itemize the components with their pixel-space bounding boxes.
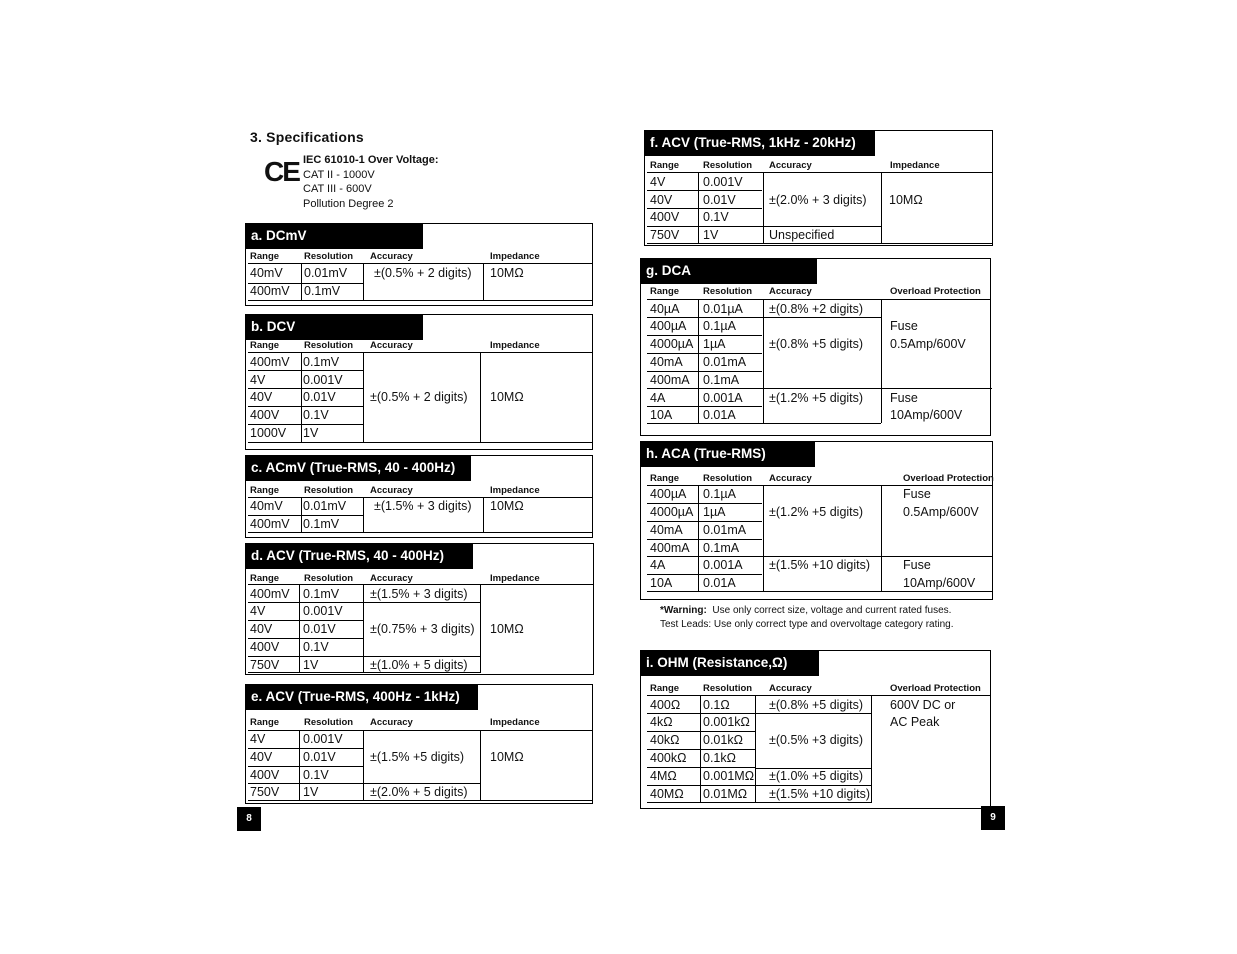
col-resolution: Resolution — [703, 286, 753, 297]
col-accuracy: Accuracy — [370, 251, 413, 262]
cell-resolution: 0.01MΩ — [703, 787, 748, 801]
cell-resolution: 1V — [303, 785, 319, 799]
cell-resolution: 1V — [303, 658, 319, 672]
cell-impedance: 10MΩ — [490, 266, 524, 280]
cell-resolution: 0.1mA — [703, 373, 740, 387]
iec-line: CAT III - 600V — [303, 183, 372, 195]
cell-impedance: 10MΩ — [490, 750, 524, 764]
cell-resolution: 0.001A — [703, 558, 743, 572]
cell-range: 1000V — [250, 426, 287, 440]
cell-accuracy: ±(0.5% + 2 digits) — [370, 390, 468, 404]
col-range: Range — [650, 286, 680, 297]
col-overload: Overload Protection — [903, 473, 994, 484]
table-title: d. ACV (True-RMS, 40 - 400Hz) — [245, 543, 473, 569]
table-title: c. ACmV (True-RMS, 40 - 400Hz) — [245, 455, 471, 481]
cell-resolution: 0.01mV — [303, 499, 347, 513]
cell-range: 4000µA — [650, 337, 694, 351]
col-resolution: Resolution — [304, 573, 354, 584]
cell-resolution: 1V — [703, 228, 719, 242]
cell-accuracy: ±(0.8% +5 digits) — [769, 698, 864, 712]
cell-range: 40mV — [250, 266, 283, 280]
cell-range: 40mA — [650, 355, 683, 369]
cell-resolution: 1µA — [703, 505, 726, 519]
cell-range: 400V — [650, 210, 680, 224]
cell-accuracy: ±(0.5% +3 digits) — [769, 733, 864, 747]
cell-range: 40MΩ — [650, 787, 684, 801]
table-dcmv — [245, 223, 593, 306]
cell-resolution: 0.1V — [303, 640, 329, 654]
cell-range: 400mV — [250, 284, 290, 298]
cell-range: 10A — [650, 408, 673, 422]
col-accuracy: Accuracy — [769, 160, 812, 171]
cell-range: 40mA — [650, 523, 683, 537]
cell-resolution: 0.01V — [703, 193, 736, 207]
cell-accuracy: ±(1.5% + 3 digits) — [374, 499, 472, 513]
cell-range: 750V — [650, 228, 680, 242]
table-acv-400hz-1khz — [245, 684, 593, 804]
cell-range: 40µA — [650, 302, 680, 316]
cell-protection: 0.5Amp/600V — [903, 505, 979, 519]
col-impedance: Impedance — [490, 485, 540, 496]
ce-mark-logo: CE — [264, 156, 299, 187]
cell-resolution: 0.01µA — [703, 302, 743, 316]
cell-resolution: 1V — [303, 426, 319, 440]
cell-range: 4V — [250, 373, 266, 387]
cell-range: 750V — [250, 785, 280, 799]
cell-accuracy: ±(0.75% + 3 digits) — [370, 622, 475, 636]
cell-range: 400µA — [650, 319, 687, 333]
table-aca — [640, 441, 993, 600]
cell-range: 4kΩ — [650, 715, 673, 729]
cell-accuracy: ±(2.0% + 3 digits) — [769, 193, 867, 207]
cell-resolution: 0.01A — [703, 576, 736, 590]
cell-range: 4A — [650, 391, 666, 405]
cell-resolution: 0.01mA — [703, 523, 747, 537]
cell-accuracy: ±(1.2% +5 digits) — [769, 505, 864, 519]
cell-resolution: 1µA — [703, 337, 726, 351]
section-heading: 3. Specifications — [250, 129, 364, 145]
cell-resolution: 0.1mV — [303, 587, 340, 601]
iec-rating-block — [303, 153, 439, 211]
cell-range: 40kΩ — [650, 733, 680, 747]
col-range: Range — [250, 573, 280, 584]
cell-protection: Fuse — [890, 391, 918, 405]
cell-protection: 0.5Amp/600V — [890, 337, 966, 351]
cell-accuracy: ±(1.5% +10 digits) — [769, 558, 871, 572]
cell-accuracy: ±(1.2% +5 digits) — [769, 391, 864, 405]
table-acv-1khz-20khz — [644, 130, 993, 246]
cell-resolution: 0.1mV — [304, 284, 341, 298]
cell-range: 40V — [650, 193, 673, 207]
cell-resolution: 0.1µA — [703, 487, 736, 501]
col-range: Range — [250, 717, 280, 728]
col-range: Range — [250, 251, 280, 262]
col-range: Range — [650, 160, 680, 171]
col-range: Range — [650, 473, 680, 484]
table-dcv — [245, 314, 593, 450]
cell-resolution: 0.001V — [303, 732, 343, 746]
cell-accuracy: ±(1.0% + 5 digits) — [370, 658, 468, 672]
cell-accuracy: ±(2.0% + 5 digits) — [370, 785, 468, 799]
cell-resolution: 0.001V — [703, 175, 743, 189]
page-number-left: 8 — [237, 807, 261, 831]
table-acv-40-400hz — [245, 543, 594, 675]
cell-range: 400V — [250, 408, 280, 422]
cell-protection: Fuse — [903, 487, 931, 501]
iec-line: Pollution Degree 2 — [303, 197, 394, 210]
cell-resolution: 0.001V — [303, 373, 343, 387]
cell-range: 400mV — [250, 587, 290, 601]
col-accuracy: Accuracy — [769, 683, 812, 694]
cell-resolution: 0.01mV — [304, 266, 348, 280]
table-ohm — [640, 650, 991, 809]
cell-range: 400V — [250, 768, 280, 782]
cell-range: 400µA — [650, 487, 687, 501]
col-overload: Overload Protection — [890, 683, 981, 694]
col-impedance: Impedance — [490, 251, 540, 262]
cell-resolution: 0.1µA — [703, 319, 736, 333]
cell-protection: 10Amp/600V — [890, 408, 963, 422]
iec-title: IEC 61010-1 Over Voltage: — [303, 154, 439, 166]
col-impedance: Impedance — [490, 717, 540, 728]
col-accuracy: Accuracy — [370, 717, 413, 728]
cell-resolution: 0.1kΩ — [703, 751, 736, 765]
cell-accuracy: ±(1.0% +5 digits) — [769, 769, 864, 783]
cell-range: 40mV — [250, 499, 283, 513]
cell-range: 4V — [250, 732, 266, 746]
col-resolution: Resolution — [304, 251, 354, 262]
cell-range: 10A — [650, 576, 673, 590]
col-range: Range — [250, 485, 280, 496]
cell-range: 400kΩ — [650, 751, 687, 765]
cell-range: 40V — [250, 390, 273, 404]
col-impedance: Impedance — [890, 160, 940, 171]
cell-protection: Fuse — [903, 558, 931, 572]
cell-accuracy: ±(1.5% +10 digits) — [769, 787, 871, 801]
cell-resolution: 0.1mA — [703, 541, 740, 555]
cell-protection: AC Peak — [890, 715, 940, 729]
col-overload: Overload Protection — [890, 286, 981, 297]
col-accuracy: Accuracy — [370, 573, 413, 584]
cell-resolution: 0.1mV — [303, 517, 340, 531]
cell-range: 400mA — [650, 541, 690, 555]
cell-resolution: 0.1Ω — [703, 698, 730, 712]
cell-range: 400mV — [250, 517, 290, 531]
cell-resolution: 0.1V — [303, 408, 329, 422]
test-leads-note: Test Leads: Use only correct type and overvoltage category rating. — [660, 619, 954, 630]
table-title: f. ACV (True-RMS, 1kHz - 20kHz) — [644, 130, 875, 156]
warning-note — [660, 605, 951, 616]
iec-line: CAT II - 1000V — [303, 168, 375, 181]
cell-resolution: 0.1mV — [303, 355, 340, 369]
col-accuracy: Accuracy — [370, 485, 413, 496]
table-acmv — [245, 455, 593, 538]
table-title: b. DCV — [245, 314, 423, 340]
table-dca — [640, 258, 991, 436]
cell-resolution: 0.001V — [303, 604, 343, 618]
cell-resolution: 0.01V — [303, 750, 336, 764]
cell-resolution: 0.01A — [703, 408, 736, 422]
cell-accuracy: ±(1.5% +5 digits) — [370, 750, 465, 764]
col-resolution: Resolution — [703, 160, 753, 171]
cell-resolution: 0.01V — [303, 390, 336, 404]
cell-resolution: 0.01V — [303, 622, 336, 636]
col-accuracy: Accuracy — [769, 286, 812, 297]
cell-protection: 600V DC or — [890, 698, 956, 712]
col-resolution: Resolution — [703, 473, 753, 484]
cell-resolution: 0.1V — [703, 210, 729, 224]
cell-range: 400Ω — [650, 698, 681, 712]
cell-range: 750V — [250, 658, 280, 672]
page-number-right: 9 — [981, 806, 1005, 830]
cell-impedance: 10MΩ — [490, 622, 524, 636]
col-accuracy: Accuracy — [370, 340, 413, 351]
cell-resolution: 0.01kΩ — [703, 733, 743, 747]
table-title: a. DCmV — [245, 223, 423, 249]
cell-accuracy: Unspecified — [769, 228, 835, 242]
col-resolution: Resolution — [304, 717, 354, 728]
cell-protection: 10Amp/600V — [903, 576, 976, 590]
col-range: Range — [250, 340, 280, 351]
col-accuracy: Accuracy — [769, 473, 812, 484]
cell-range: 4000µA — [650, 505, 694, 519]
warning-text: Use only correct size, voltage and current rated fuses. — [712, 605, 952, 616]
cell-range: 400mA — [650, 373, 690, 387]
col-resolution: Resolution — [304, 340, 354, 351]
cell-range: 40V — [250, 750, 273, 764]
table-title: h. ACA (True-RMS) — [640, 441, 815, 467]
warning-label: *Warning: — [660, 605, 707, 616]
col-impedance: Impedance — [490, 573, 540, 584]
cell-range: 40V — [250, 622, 273, 636]
cell-impedance: 10MΩ — [490, 390, 524, 404]
table-title: g. DCA — [640, 258, 817, 284]
cell-resolution: 0.1V — [303, 768, 329, 782]
cell-range: 4V — [250, 604, 266, 618]
cell-protection: Fuse — [890, 319, 918, 333]
cell-impedance: 10MΩ — [889, 193, 923, 207]
cell-range: 400mV — [250, 355, 290, 369]
cell-resolution: 0.001kΩ — [703, 715, 750, 729]
cell-resolution: 0.01mA — [703, 355, 747, 369]
cell-range: 4A — [650, 558, 666, 572]
table-title: e. ACV (True-RMS, 400Hz - 1kHz) — [245, 684, 478, 710]
cell-resolution: 0.001MΩ — [703, 769, 755, 783]
cell-accuracy: ±(0.8% +2 digits) — [769, 302, 864, 316]
cell-accuracy: ±(1.5% + 3 digits) — [370, 587, 468, 601]
col-resolution: Resolution — [304, 485, 354, 496]
col-range: Range — [650, 683, 680, 694]
col-impedance: Impedance — [490, 340, 540, 351]
col-resolution: Resolution — [703, 683, 753, 694]
cell-range: 4MΩ — [650, 769, 677, 783]
cell-impedance: 10MΩ — [490, 499, 524, 513]
cell-range: 400V — [250, 640, 280, 654]
cell-resolution: 0.001A — [703, 391, 743, 405]
cell-accuracy: ±(0.8% +5 digits) — [769, 337, 864, 351]
cell-accuracy: ±(0.5% + 2 digits) — [374, 266, 472, 280]
table-title: i. OHM (Resistance,Ω) — [640, 650, 819, 676]
cell-range: 4V — [650, 175, 666, 189]
